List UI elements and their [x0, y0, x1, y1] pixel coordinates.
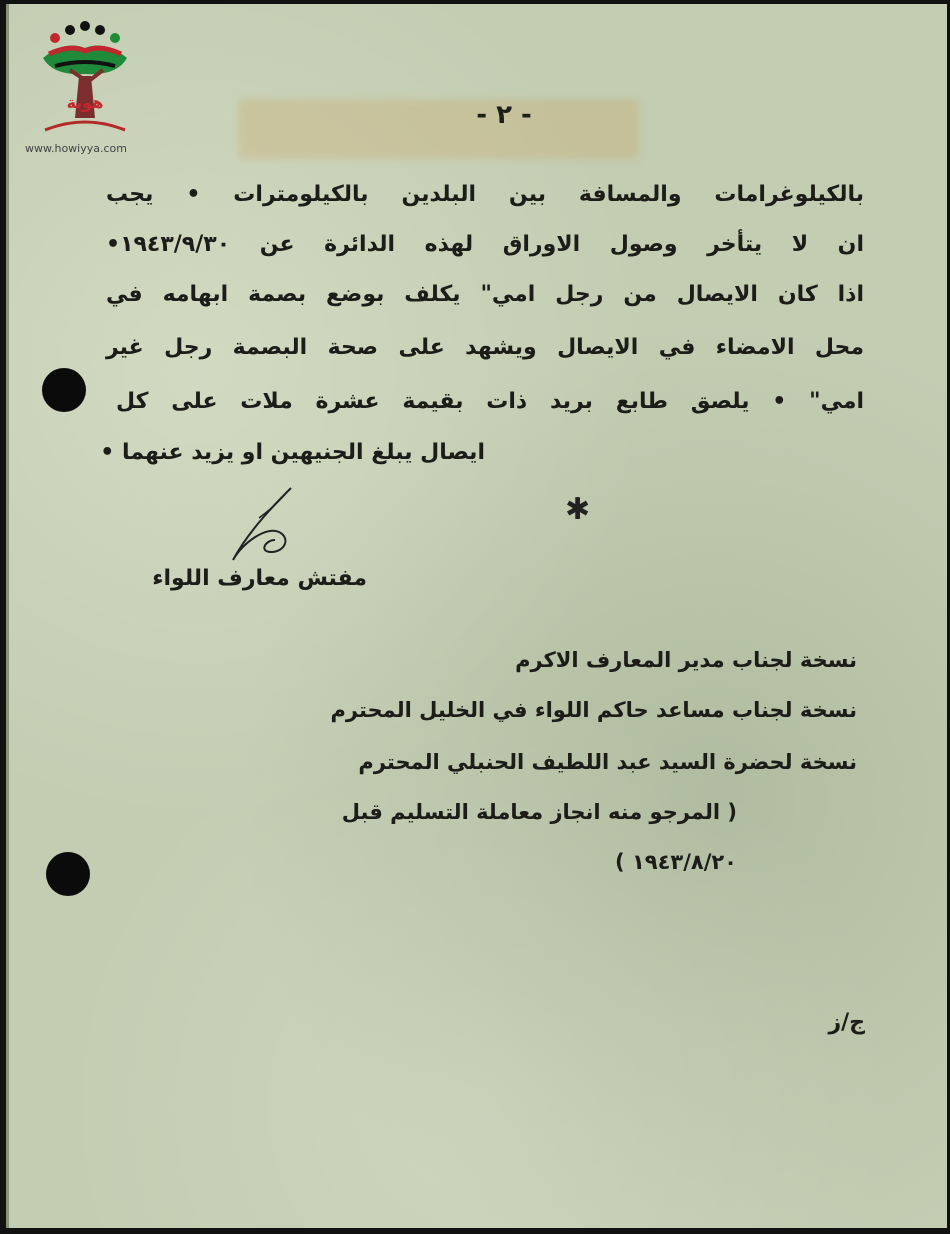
- copy-line-4: ( المرجو منه انجاز معاملة التسليم قبل: [341, 800, 737, 824]
- copy-line-3: نسخة لحضرة السيد عبد اللطيف الحنبلي المحترم: [358, 750, 857, 774]
- page-number: - ٢ -: [476, 100, 532, 130]
- copy-line-2: نسخة لجناب مساعد حاكم اللواء في الخليل المحترم: [330, 698, 857, 722]
- punch-hole-top: [42, 368, 86, 412]
- signature-title: مفتش معارف اللواء: [152, 566, 367, 591]
- body-line-6: ايصال يبلغ الجنيهين او يزيد عنهما •: [100, 440, 485, 465]
- logo-site-url: www.howiyya.com: [25, 142, 127, 155]
- body-line-4: محل الامضاء في الايصال ويشهد على صحة البصمة رجل غير: [106, 335, 864, 360]
- logo-script: هوية: [66, 93, 104, 112]
- body-line-3: اذا كان الايصال من رجل امي" يكلف بوضع بصمة ابهامه في: [106, 282, 864, 307]
- body-line-2: ان لا يتأخر وصول الاوراق لهذه الدائرة عن ١٩٤٣/٩/٣٠•: [106, 232, 864, 257]
- copy-line-5: ١٩٤٣/٨/٢٠ ): [615, 850, 737, 874]
- copy-line-1: نسخة لجناب مدير المعارف الاكرم: [515, 648, 857, 672]
- document-page: [6, 4, 947, 1228]
- initials: ج/ز: [828, 1010, 865, 1035]
- body-line-5: امي" • يلصق طابع بريد ذات بقيمة عشرة ملات على كل: [116, 389, 864, 414]
- body-line-1: بالكيلوغرامات والمسافة بين البلدين بالكيلومترات • يجب: [106, 182, 864, 207]
- logo-people: [43, 21, 127, 74]
- howiyya-logo: [25, 18, 145, 138]
- punch-hole-bottom: [46, 852, 90, 896]
- ink-mark: ✱: [565, 492, 591, 527]
- handwritten-signature: [219, 482, 309, 572]
